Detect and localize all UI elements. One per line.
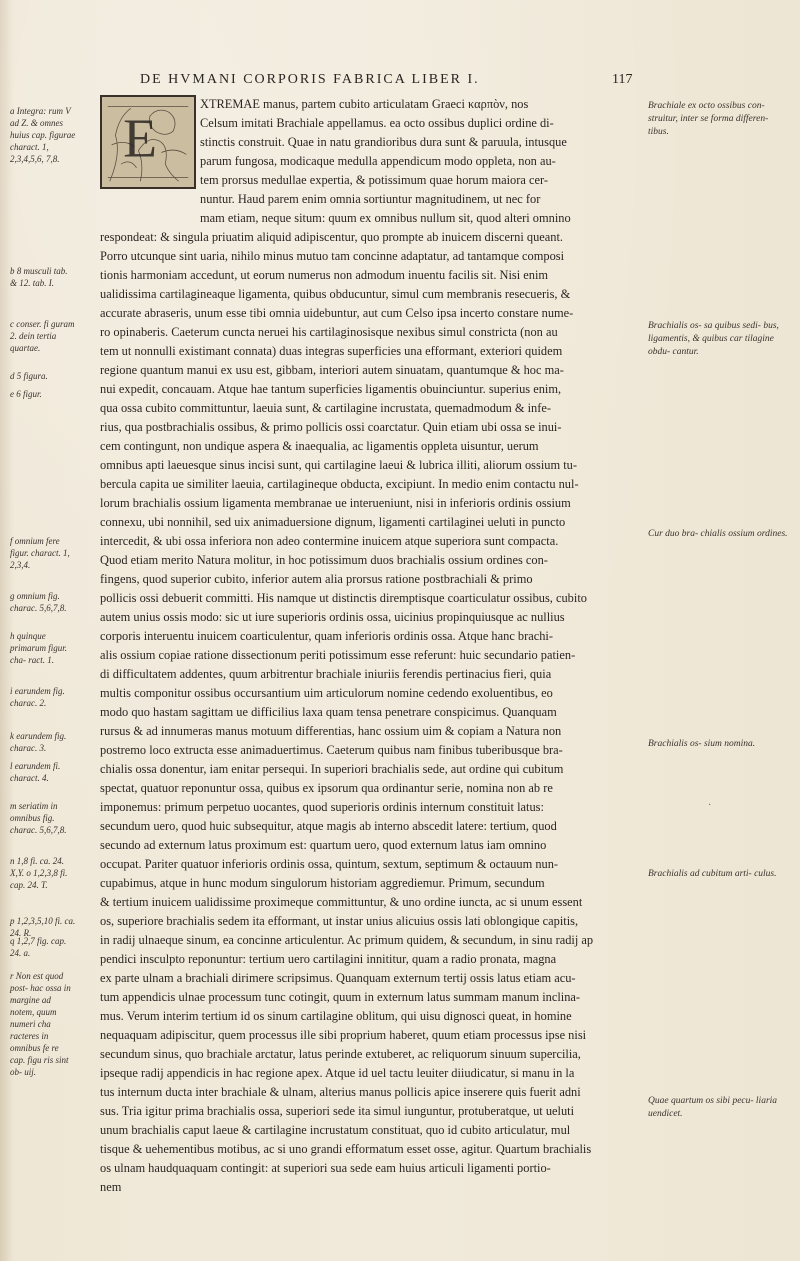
text-line: imponemus: primum perpetuo uocantes, quod superioris ordinis internum constituit latus: — [100, 800, 544, 814]
text-line: nui expedit, concauam. Atque hae tantum superficies ligamentis obuinciuntur. superius enim, — [100, 382, 562, 396]
text-line: XTREMAE manus, partem cubito articulatam Graeci καρπὸν, nos — [200, 97, 529, 111]
text-line: secundo ad externum latus proximum est: quartum uero, quod externum latus iam omnino — [100, 838, 547, 852]
running-head: DE HVMANI CORPORIS FABRICA LIBER I. — [140, 72, 480, 87]
text-line: unum brachialis caput laeue & cartilagine incrustatum constituat, quo id cubito articulatur, mul — [100, 1123, 571, 1137]
text-line: tisque & uehementibus motibus, ac si uno grandi efformatum esset osse, agitur. Quartum brachialis — [100, 1142, 592, 1156]
text-line: accurate abraseris, unum esse tibi omnia uidebuntur, aut cum Celso ipsa incerto constare nume- — [100, 306, 574, 320]
text-line: tum appendicis ulnae processum tunc cotingit, quum in externum latus summam manum inclina- — [100, 990, 581, 1004]
right-margin-note: Brachialis os- sium nomina. — [648, 739, 756, 749]
text-line: bercula capita ue similiter laeuia, cartilagineque obducta, excipiunt. In medio enim contactu nul- — [100, 477, 579, 491]
text-line: lorum brachialis ossium ligamenta membranae ue interueniunt, nisi in inferioris ordinis ossium — [100, 496, 571, 510]
text-line: nuntur. Haud parem enim omnia sortiuntur magnitudinem, ut nec for — [200, 192, 541, 206]
woodcut-initial-e — [100, 95, 196, 189]
text-line: mam etiam, neque situm: quum ex omnibus nullum sit, quod alteri omnino — [200, 211, 571, 225]
text-line: respondeat: & singula priuatim aliquid adipiscentur, quo prompte ab inuicem discerni queant. — [100, 230, 564, 244]
text-line: in radij ulnaeque sinum, ea concinne articulentur. Ac primum quidem, & secundum, in sinu radij ap — [100, 933, 594, 947]
text-line: fingens, quod superior cubito, inferior autem alia prorsus ratione postbrachiali & primo — [100, 572, 533, 586]
woodcut-initial-illustration — [102, 97, 194, 187]
left-margin-note: c conser. fi guram 2. dein tertia quartae. — [10, 319, 75, 353]
text-line: cupabimus, atque in hunc modum singulorum historiam aggrediemur. Primum, secundum — [100, 876, 545, 890]
text-line: tem prorsus medullae expertia, & potissimum quae horum maiora cer- — [200, 173, 548, 187]
right-margin-note: Brachiale ex octo ossibus con- struitur, inter se forma differen- tibus. — [648, 101, 769, 137]
text-line: intercedit, & ubi ossa inferiora non adeo contermine inuicem atque superiora sunt compacta. — [100, 534, 559, 548]
text-line: pollicis ossi debuerit committi. His namque ut distinctis diremptisque coarticulatur ossibus, cubito — [100, 591, 587, 605]
text-line: multis componitur ossibus occursantium uim articulorum nomine cedendo exoluentibus, eo — [100, 686, 553, 700]
text-line: nem — [100, 1180, 122, 1194]
text-line: cem contingunt, non undique aspera & inaequalia, ac ligamentis oppleta uisuntur, uerum — [100, 439, 539, 453]
left-margin-note: i earundem fig. charac. 2. — [10, 686, 65, 708]
text-line: tionis harmoniam accedunt, ut eorum numerus non admodum inuentu facilis sit. Nisi enim — [100, 268, 549, 282]
text-line: rursus & ad innumeras manus motuum differentias, hanc ossium uim & copiam a Natura non — [100, 724, 562, 738]
text-line: connexu, ubi nonnihil, sed uix animaduersione dignum, ligamenti cartilaginei ueluti in puncto — [100, 515, 566, 529]
right-margin-note: Quae quartum os sibi pecu- liaria uendicet. — [648, 1096, 778, 1119]
right-margin-note: Cur duo bra- chialis ossium ordines. — [648, 529, 788, 539]
text-line: alis ossium copiae ratione dissectionum periti potissimum esse referunt: huic secundario patien- — [100, 648, 576, 662]
left-margin-note: h quinque primarum figur. cha- ract. 1. — [10, 631, 68, 665]
text-line: chialis ossa donentur, iam enitar persequi. In superiori brachialis sede, aut ordine qui cubitum — [100, 762, 564, 776]
left-margin-note: l earundem fi. charact. 4. — [10, 761, 61, 783]
text-line: spectat, quatuor reponuntur ossa, quibus ex ipsorum qua ordinantur serie, nomina non ab re — [100, 781, 553, 795]
text-line: os ulnam haudquaquam contingit: at superiori sua sede eam huius articuli ligamenti portio- — [100, 1161, 551, 1175]
text-line: ro opinaberis. Caeterum cuncta neruei his cartilaginosisque nexibus simul constricta (non au — [100, 325, 558, 339]
text-line: autem unius ossis modo: sic ut iure superioris ordinis ossa, uicinius propinquiusque ac nullius — [100, 610, 565, 624]
text-line: occupat. Pariter quatuor inferioris ordinis ossa, quintum, sextum, septimum & octauum nun- — [100, 857, 559, 871]
left-margin-note: a Integra: rum V ad Z. & omnes huius cap. figurae charact. 1, 2,3,4,5,6, 7,8. — [10, 106, 76, 164]
text-line: sus. Tria igitur prima brachialis ossa, superiori sede ita simul iunguntur, protuberatque, ut ueluti — [100, 1104, 575, 1118]
left-margin-note: f omnium fere figur. charact. 1, 2,3,4. — [10, 536, 70, 570]
text-line: modo quo hastam sagittam ue difficilius laxa quam tensa penetrare conspicimus. Quanquam — [100, 705, 557, 719]
text-line: & tertium inuicem ualidissime proximeque committuntur, & uno ordine iuncta, ac si unum essent — [100, 895, 583, 909]
text-line: ualidissima cartilagineaque ligamenta, quibus obducuntur, simul cum membranis resecueris, & — [100, 287, 571, 301]
text-line: nequaquam adipiscitur, quem processus ille sibi proprium haberet, quum etiam processus ipse nisi — [100, 1028, 587, 1042]
text-line: tus internum ducta inter brachiale & ulnam, alterius manus pollicis apice inserere quis fuerit adni — [100, 1085, 581, 1099]
text-line: Quod etiam merito Natura molitur, in hoc potissimum duos brachialis ossium ordines con- — [100, 553, 548, 567]
text-line: omnibus apti laeuesque sinus incisi sunt, qui cartilagine laeui & lubrica illiti, aliorum ossium tu- — [100, 458, 577, 472]
text-line: regione quantum manui ex usu est, gibbam, interiori autem sinuatam, quantumque & hoc ma- — [100, 363, 564, 377]
text-line: mus. Verum interim tertium id os sinum cartilagine oblitum, qui uisu dignosci queat, in homine — [100, 1009, 572, 1023]
margin-mark: · — [708, 800, 712, 811]
left-margin-note: b 8 musculi tab. & 12. tab. I. — [10, 266, 68, 288]
text-line: di difficultatem addentes, quum arbitrentur brachiale iniuriis ferendis pertinacius fieri, quia — [100, 667, 552, 681]
left-margin-note: m seriatim in omnibus fig. charac. 5,6,7,8. — [10, 801, 67, 835]
initial-letter-glyph: E — [123, 108, 158, 170]
left-margin-note: q 1,2,7 fig. cap. 24. a. — [10, 936, 67, 958]
left-margin-note: k earundem fig. charac. 3. — [10, 731, 67, 753]
text-line: Celsum imitati Brachiale appellamus. ea octo ossibus duplici ordine di- — [200, 116, 554, 130]
text-line: ipseque radij appendicis in hac regione apex. Atque id uel tactu leuiter diiudicatur, si manu in la — [100, 1066, 575, 1080]
text-line: Porro utcunque sint uaria, nihilo minus mutuo tam concinne adaptatur, ad tantamque composi — [100, 249, 565, 263]
main-text-block — [100, 95, 642, 1197]
left-margin-note: g omnium fig. charac. 5,6,7,8. — [10, 591, 67, 613]
text-line: qua ossa cubito committuntur, laeuia sunt, & cartilagine incrustata, quemadmodum & infe- — [100, 401, 551, 415]
left-margin-note: d 5 figura. — [10, 371, 48, 381]
text-line: rius, qua postbrachialis ossibus, & primo pollicis ossi coarctatur. Quin etiam ubi ossa se inui- — [100, 420, 562, 434]
left-margin-note: r Non est quod post- hac ossa in margine ad notem, quum numeri cha racteres in omnibus fe re cap. figu ris sint ob- uij. — [10, 971, 71, 1077]
text-line: tem ut nonnulli existimant connata) duas integras superficies una efformant, exteriori quidem — [100, 344, 563, 358]
text-line: ex parte ulnam a brachiali dirimere scripsimus. Quanquam externum tertij ossis latus etiam acu- — [100, 971, 576, 985]
text-line: parum fungosa, modicaque medulla appendicum modo oppleta, non au- — [200, 154, 556, 168]
text-line: stinctis construit. Quae in natu grandioribus dura sunt & paruula, intusque — [200, 135, 567, 149]
left-margin-note: e 6 figur. — [10, 389, 42, 399]
text-line: os, superiore brachialis sedem ita efformant, ut instar unius alicuius ossis lati oblongique capitis, — [100, 914, 579, 928]
text-line: corporis interuentu inuicem coarticulentur, quam inferioris ordinis ossa. Atque hanc brachi- — [100, 629, 554, 643]
text-line: secundum sinus, quo brachiale arctatur, latus perinde extuberet, ac reliquorum sinuum supercilia, — [100, 1047, 581, 1061]
text-line: secundum uero, quod huic subsequitur, atque magis ab interno abscedit latere: tertium, quod — [100, 819, 557, 833]
right-margin-note: Brachialis ad cubitum arti- culus. — [648, 869, 777, 879]
text-line: postremo loco extructa esse animaduertimus. Caeterum quibus nam finibus tuberibusque bra- — [100, 743, 563, 757]
page-number: 117 — [612, 72, 633, 87]
left-margin-note: n 1,8 fi. ca. 24. X,Y. o 1,2,3,8 fi. cap. 24. T. — [10, 856, 68, 890]
text-line: pendici insculpto reponuntur: tertium uero cartilagini innititur, quam a radio pronata, magna — [100, 952, 557, 966]
right-margin-note: Brachialis os- sa quibus sedi- bus, ligamentis, & quibus car tilagine obdu- cantur. — [648, 321, 779, 357]
left-margin-note: p 1,2,3,5,10 fi. ca. 24. R. — [10, 916, 76, 938]
